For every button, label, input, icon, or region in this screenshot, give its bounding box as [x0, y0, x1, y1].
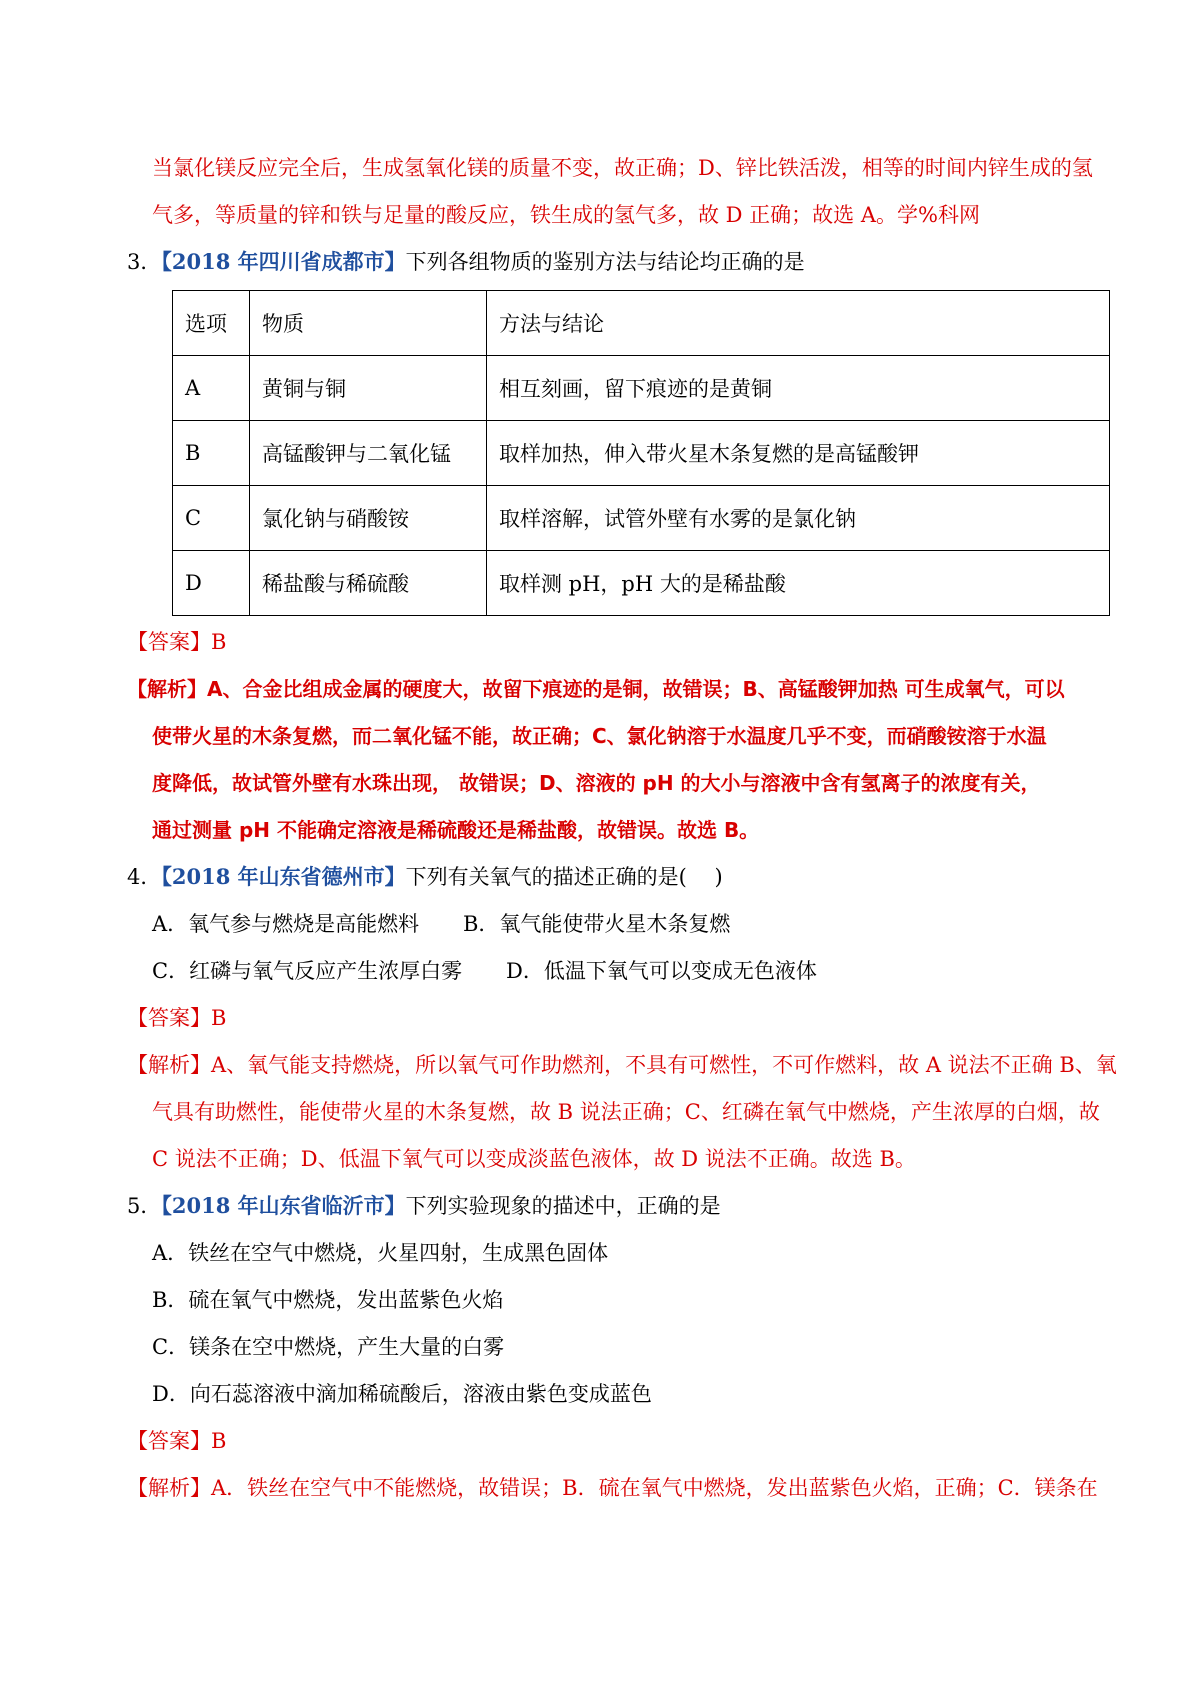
question-3-stem [127, 247, 805, 277]
question-3-explain-line-2: 使带火星的木条复燃，而二氧化锰不能，故正确；C、氯化钠溶于水温度几乎不变，而硝酸铵溶于水温 [152, 724, 1047, 748]
table-cell: 稀盐酸与稀硫酸 [250, 551, 487, 616]
table-row [173, 486, 1110, 551]
table-cell: C [173, 486, 250, 551]
table-cell: 黄铜与铜 [250, 356, 487, 421]
table-cell: D [173, 551, 250, 616]
question-5-explain-line-1: 【解析】A．铁丝在空气中不能燃烧，故错误；B．硫在氧气中燃烧，发出蓝紫色火焰，正确；C．镁条在 [127, 1476, 1098, 1500]
table-cell: 取样溶解，试管外壁有水雾的是氯化钠 [487, 486, 1110, 551]
question-text: 下列各组物质的鉴别方法与结论均正确的是 [405, 250, 805, 274]
table-cell: 氯化钠与硝酸铵 [250, 486, 487, 551]
question-4-stem [127, 862, 723, 892]
table-header-cell: 物质 [250, 291, 487, 356]
question-text: 下列实验现象的描述中，正确的是 [405, 1194, 721, 1218]
question-text: 下列有关氧气的描述正确的是( ) [405, 865, 723, 889]
question-3-explain-line-1: 【解析】A、合金比组成金属的硬度大，故留下痕迹的是铜，故错误；B、高锰酸钾加热 可生成氧气，可以 [127, 677, 1065, 701]
table-header-row [173, 291, 1110, 356]
table-cell: A [173, 356, 250, 421]
table-cell: 相互刻画，留下痕迹的是黄铜 [487, 356, 1110, 421]
option-b: B．硫在氧气中燃烧，发出蓝紫色火焰 [152, 1288, 504, 1312]
question-number: 3． [127, 250, 162, 274]
question-3-explain-line-4: 通过测量 pH 不能确定溶液是稀硫酸还是稀盐酸，故错误。故选 B。 [152, 818, 760, 842]
question-number: 5． [127, 1194, 162, 1218]
option-b: B．氧气能使带火星木条复燃 [463, 912, 731, 936]
question-4-explain-line-2: 气具有助燃性，能使带火星的木条复燃，故 B 说法正确；C、红磷在氧气中燃烧，产生浓厚的白烟，故 [152, 1100, 1100, 1124]
question-4-explain-line-3: C 说法不正确；D、低温下氧气可以变成淡蓝色液体，故 D 说法不正确。故选 B。 [152, 1147, 916, 1171]
option-a: A．铁丝在空气中燃烧，火星四射，生成黑色固体 [152, 1241, 609, 1265]
top-explain-line-2: 气多，等质量的锌和铁与足量的酸反应，铁生成的氢气多，故 D 正确；故选 A。学%科网 [152, 203, 980, 227]
question-number: 4． [127, 865, 162, 889]
option-c: C．红磷与氧气反应产生浓厚白雾 [152, 959, 463, 983]
question-5-stem [127, 1191, 721, 1221]
question-4-answer: 【答案】B [127, 1006, 227, 1030]
question-source: 【2018 年四川省成都市】 [161, 249, 406, 274]
question-source: 【2018 年山东省德州市】 [161, 864, 406, 889]
table-row [173, 356, 1110, 421]
question-3-explain-line-3: 度降低，故试管外壁有水珠出现， 故错误；D、溶液的 pH 的大小与溶液中含有氢离子的浓度有关， [152, 771, 1041, 795]
question-5-answer: 【答案】B [127, 1429, 227, 1453]
question-4-explain-line-1: 【解析】A、氧气能支持燃烧，所以氧气可作助燃剂，不具有可燃性，不可作燃料，故 A 说法不正确 B、氧 [127, 1053, 1117, 1077]
option-d: D．向石蕊溶液中滴加稀硫酸后，溶液由紫色变成蓝色 [152, 1382, 652, 1406]
question-3-answer: 【答案】B [127, 630, 227, 654]
top-explain-line-1: 当氯化镁反应完全后，生成氢氧化镁的质量不变，故正确；D、锌比铁活泼，相等的时间内锌生成的氢 [152, 156, 1093, 180]
table-cell: 高锰酸钾与二氧化锰 [250, 421, 487, 486]
table-header-cell: 选项 [173, 291, 250, 356]
table-row [173, 421, 1110, 486]
table-cell: 取样测 pH，pH 大的是稀盐酸 [487, 551, 1110, 616]
option-a: A．氧气参与燃烧是高能燃料 [152, 912, 420, 936]
table-header-cell: 方法与结论 [487, 291, 1110, 356]
question-source: 【2018 年山东省临沂市】 [161, 1193, 406, 1218]
options-table [172, 290, 1110, 616]
table-row [173, 551, 1110, 616]
option-c: C．镁条在空中燃烧，产生大量的白雾 [152, 1335, 505, 1359]
table-cell: 取样加热，伸入带火星木条复燃的是高锰酸钾 [487, 421, 1110, 486]
option-d: D．低温下氧气可以变成无色液体 [506, 959, 817, 983]
table-cell: B [173, 421, 250, 486]
